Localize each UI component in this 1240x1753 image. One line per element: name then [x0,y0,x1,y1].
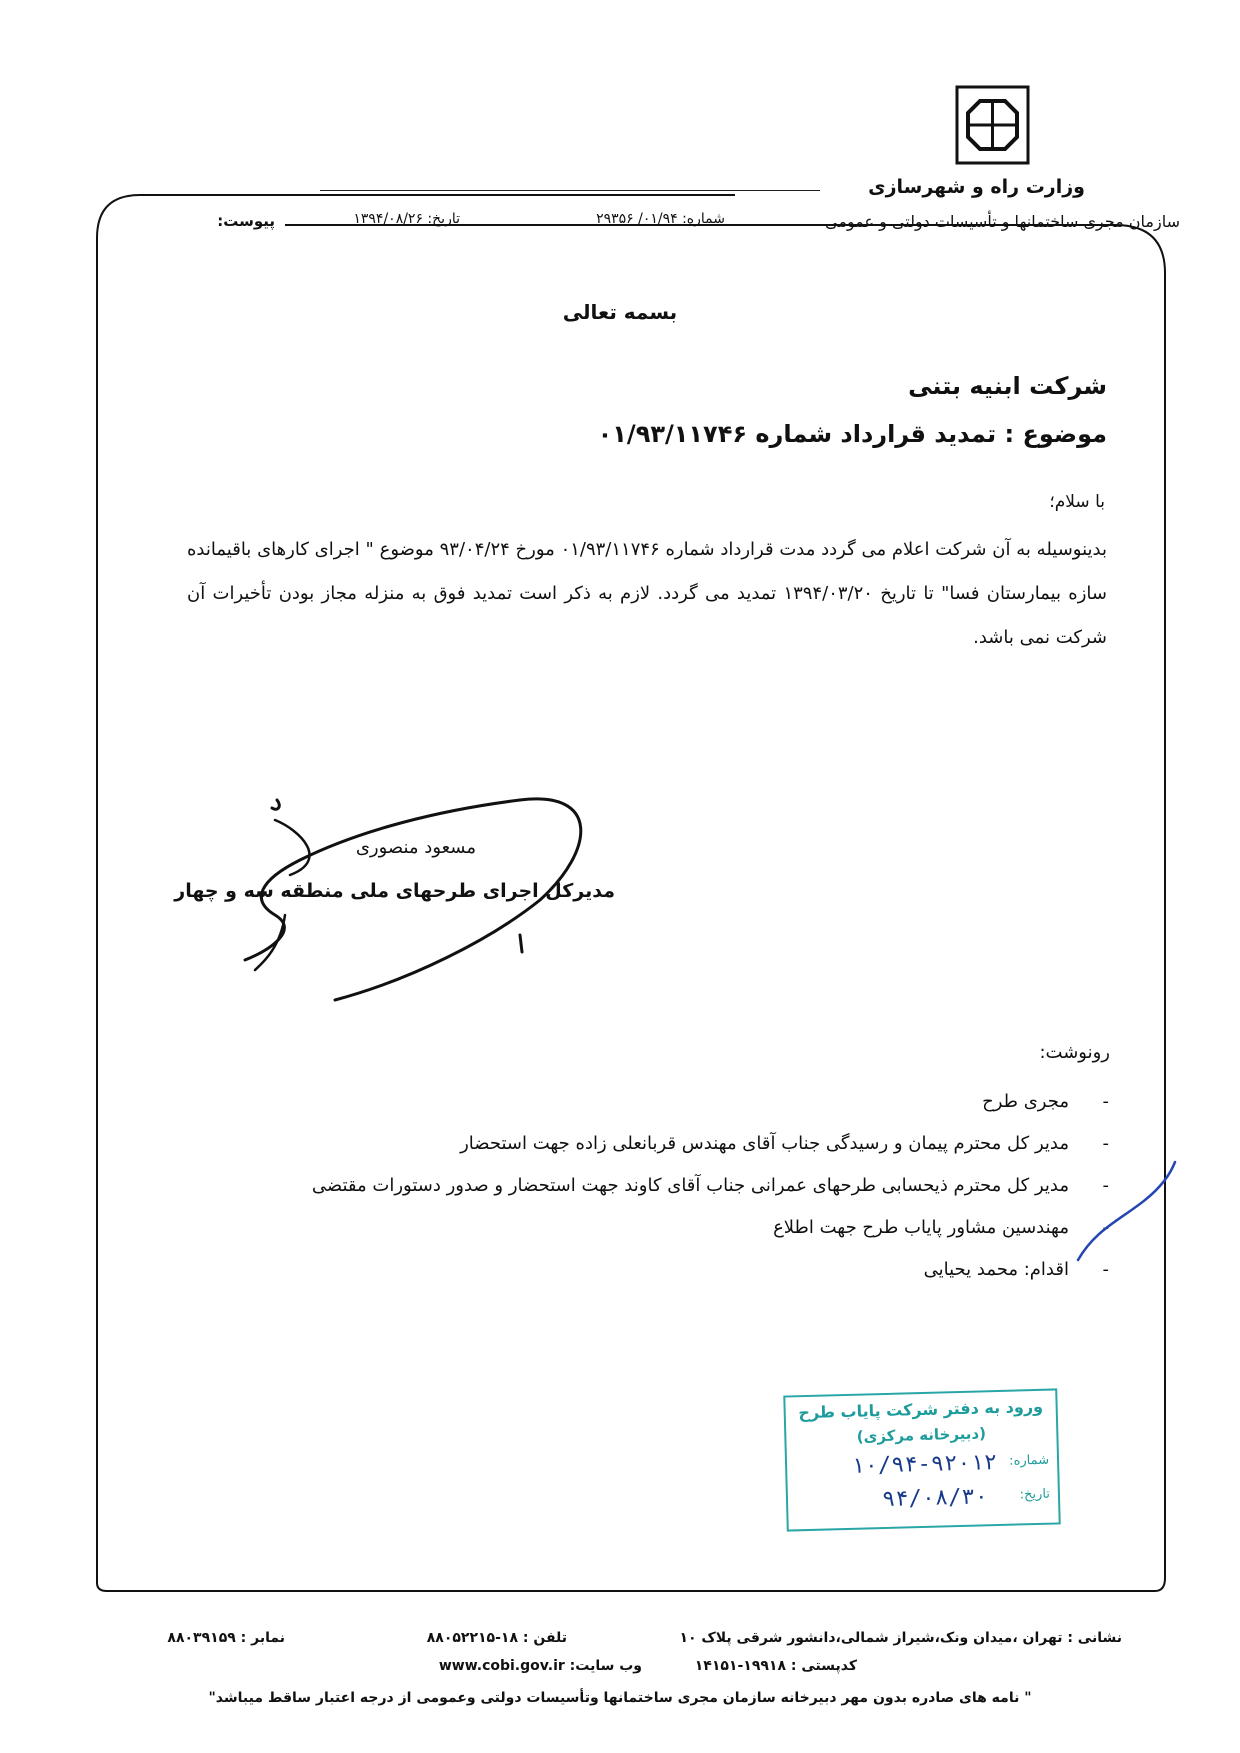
cc-item-text: مجری طرح [982,1091,1069,1112]
letter-number-label: شماره: [682,211,725,227]
list-item: - مهندسین مشاور پایاب طرح جهت اطلاع [773,1217,1109,1238]
received-stamp [783,1388,1060,1531]
stamp-date: ۹۴/۰۸/۳۰ [881,1484,989,1513]
letter-date-value: ۱۳۹۴/۰۸/۲۶ [353,211,423,227]
stamp-subtitle: (دبیرخانه مرکزی) [856,1424,987,1446]
cc-item-text: مدیر کل محترم ذیحسابی طرحهای عمرانی جناب آقای کاوند جهت استحضار و صدور دستورات مقتضی [311,1175,1069,1196]
list-item: - مدیر کل محترم ذیحسابی طرحهای عمرانی جناب آقای کاوند جهت استحضار و صدور دستورات مقتضی [311,1175,1109,1196]
recipient: شرکت ابنیه بتنی [908,372,1107,400]
invocation-heading: بسمه تعالی [562,300,678,324]
cc-list [167,1082,1117,1292]
list-item: - مجری طرح [982,1091,1109,1112]
signer-title: مدیرکل اجرای طرحهای ملی منطقه سه و چهار [174,880,615,902]
letter-number-value: ۰۱/۹۴/ ۲۹۳۵۶ [596,211,678,227]
greeting: با سلام؛ [1049,492,1105,512]
stamp-date-label: تاریخ: [1019,1486,1051,1503]
ministry-logo-icon [955,85,1030,165]
stamp-title: ورود به دفتر شرکت پایاب طرح [798,1396,1044,1423]
list-item: - اقدام: محمد یحیایی [923,1259,1109,1280]
footer-website: وب سایت: www.cobi.gov.ir [438,1658,642,1674]
ministry-name: وزارت راه و شهرسازی [868,176,1085,198]
attachment-label: پیوست: [217,212,275,230]
letter-body: بدینوسیله به آن شرکت اعلام می گردد مدت قرارداد شماره ۰۱/۹۳/۱۱۷۴۶ مورخ ۹۳/۰۴/۲۴ موضوع " اجرای کارهای باقیمانده سازه بیمارستان فسا" تا تاریخ ۱۳۹۴/۰۳/۲۰ تمدید می گردد. لازم به ذکر است تمدید فوق به منزله مجاز بودن تأخیرات آن شرکت نمی باشد. [187,539,1107,648]
cc-item-text: مهندسین مشاور پایاب طرح جهت اطلاع [773,1217,1069,1238]
footer-postal-code: کدپستی : ۱۹۹۱۸-۱۴۱۵۱ [694,1658,857,1674]
cc-item-text: مدیر کل محترم پیمان و رسیدگی جناب آقای مهندس قربانعلی زاده جهت استحضار [460,1133,1069,1154]
footer-notice: " نامه های صادره بدون مهر دبیرخانه سازمان مجری ساختمانها وتأسیسات دولتی وعمومی از درجه اعتبار ساقط میباشد" [208,1690,1032,1706]
header-divider [320,190,820,191]
subject-line: موضوع : تمدید قرارداد شماره ۰۱/۹۳/۱۱۷۴۶ [597,420,1107,448]
organization-name: سازمان مجری ساختمانها و تأسیسات دولتی و عمومی [825,212,1180,231]
cc-title: رونوشت: [1039,1042,1110,1063]
letter-date-label: تاریخ: [427,211,460,227]
cc-item-text: اقدام: محمد یحیایی [923,1259,1069,1280]
footer-address: نشانی : تهران ،میدان ونک،شیراز شمالی،دانشور شرقی پلاک ۱۰ [679,1630,1122,1646]
stamp-number-label: شماره: [1009,1452,1050,1469]
signer-name: مسعود منصوری [355,837,476,858]
stamp-number: ۱۰/۹۴-۹۲۰۱۲ [851,1450,998,1479]
list-item: - مدیر کل محترم پیمان و رسیدگی جناب آقای مهندس قربانعلی زاده جهت استحضار [460,1133,1109,1154]
handwritten-signature [240,790,620,1010]
footer-phone: تلفن : ۱۸-۸۸۰۵۲۲۱۵ [426,1630,567,1646]
handwritten-tick-mark [1075,1160,1185,1270]
footer-fax: نمابر : ۸۸۰۳۹۱۵۹ [167,1630,285,1646]
